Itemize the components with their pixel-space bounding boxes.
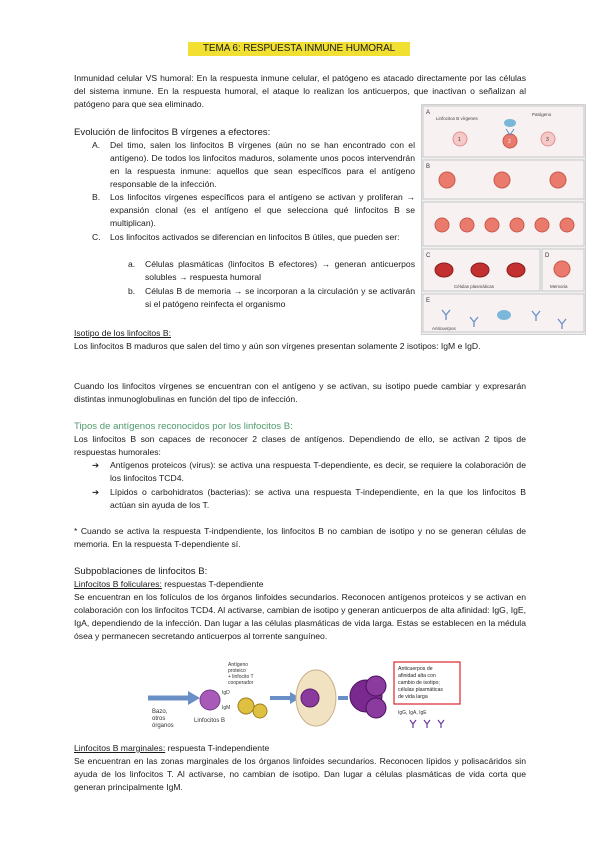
follicular-text: Se encuentran en los folículos de los órganos linfoides secundarios. Reconocen antígenos proteicos y se activan en colaboración con los linfocitos TCD4. Al activarse, cambian de isotipo y generan anticuerpos de alta afinidad: IgG, IgE, IgA, dependiendo de la infección. Dan lugar a las células plasmáticas de vida larga. Estas se establecen en la médula ósea y permanecen secretando anticuerpos al torrente sanguíneo. [74, 592, 526, 641]
list-item-b: Los linfocitos vírgenes específicos para el antígeno se activan y proliferan → expansión clonal (es el antígeno el que selecciona qué linfocitos B se multiplican). [110, 192, 415, 228]
panel-label-d: D [545, 253, 550, 259]
list-marker-c: C. [92, 232, 101, 242]
list-item-c: Los linfocitos activados se diferencian en linfocitos B útiles, que pueden ser: [110, 232, 400, 242]
cell-number-2: 2 [508, 139, 511, 145]
list-item-a: Del timo, salen los linfocitos B vírgenes (aún no se han encontrado con el antígeno). De todos los linfocitos maduros, solamente unos pocos intervendrán en la respuesta inmune: aquellos que sean específicos para el antígeno responsable de la infección. [110, 140, 415, 189]
panel-label-e: E [426, 298, 431, 304]
arrow-bullet-icon: ➔ [92, 460, 100, 470]
antibody-label: Anticuerpos [432, 326, 456, 331]
page-title: TEMA 6: RESPUESTA INMUNE HUMORAL [188, 42, 410, 56]
sublist-marker-a: a. [128, 259, 136, 269]
antigens-note: * Cuando se activa la respuesta T-indpendiente, los linfocitos B no cambian de isotipo y no se generan células de memoria. En la respuesta T-dependiente sí. [74, 526, 526, 549]
evolution-heading: Evolución de linfocitos B vírgenes a efectores: [74, 127, 271, 138]
follicular-response-diagram [148, 656, 466, 736]
box-label-1: Anticuerpos de [398, 666, 433, 672]
follicular-subtitle: respuestas T-dependiente [161, 579, 264, 589]
list-marker-b: B. [92, 192, 101, 202]
panel-label-c: C [426, 253, 431, 259]
antigens-heading: Tipos de antígenos reconocidos por los linfocitos B: [74, 421, 293, 432]
cell-number-1: 1 [458, 137, 461, 143]
sublist-item-a: Células plasmáticas (linfocitos B efectores) → generan anticuerpos solubles → respuesta humoral [145, 259, 415, 282]
follicular-response-figure [148, 656, 466, 736]
isotype-paragraph-2: Cuando los linfocitos vírgenes se encuentran con el antígeno y se activan, su isotipo puede cambiar y expresarán distintas inmunoglobulinas en función del tipo de infección. [74, 381, 526, 404]
antigen-bullet-2: Lípidos o carbohidratos (bacterias): se activa una respuesta T-independiente, en la que los linfocitos B actúan sin ayuda de los T. [110, 487, 526, 510]
box-label-3: cambio de isotipo; [398, 680, 440, 686]
memory-label: Memoria [550, 284, 568, 289]
box-label-5: de vida larga [398, 694, 428, 700]
clonal-expansion-figure [421, 104, 586, 335]
isotype-heading: Isotipo de los linfocitos B: [74, 328, 171, 338]
antigen-label-4: cooperador [228, 680, 254, 686]
marginal-title: Linfocitos B marginales: [74, 743, 166, 753]
antigen-bullet-1: Antígenos proteicos (virus): se activa una respuesta T-dependiente, es decir, se requiere la colaboración de los linfocitos TCD4. [110, 460, 526, 483]
list-marker-a: A. [92, 140, 101, 150]
source-label-2: otros [152, 716, 166, 722]
intro-paragraph: Inmunidad celular VS humoral: En la respuesta inmune celular, el patógeno es atacado directamente por las células del sistema inmune. En la respuesta humoral, el ataque lo realizan los anticuerpos, que inactivan o señalizan al patógeno para que sea eliminado. [74, 73, 526, 109]
clonal-expansion-diagram [422, 105, 585, 334]
panel-label-b: B [426, 164, 431, 170]
source-label-3: órganos [152, 723, 174, 729]
lymph-label: Linfocitos B vírgenes [436, 116, 478, 121]
antigen-label-2: proteico [228, 668, 246, 674]
sublist-item-b: Células B de memoria → se incorporan a la circulación y se activarán si el patógeno reinfecta el organismo [145, 286, 415, 309]
plasma-label: Células plasmáticas [454, 284, 495, 289]
antigens-intro: Los linfocitos B son capaces de reconocer 2 clases de antígenos. Dependiendo de ello, se activan 2 tipos de respuestas humorales: [74, 434, 526, 457]
box-label-4: células plasmáticas [398, 687, 443, 693]
panel-label-a: A [426, 110, 431, 116]
isotype-paragraph-1: Los linfocitos B maduros que salen del timo y aún son vírgenes presentan solamente 2 isotipos: IgM e IgD. [74, 341, 481, 351]
box-label-2: afinidad alta con [398, 673, 436, 679]
source-label-1: Bazo, [152, 709, 168, 715]
follicular-heading [74, 578, 264, 591]
cell-label: Linfocitos B [194, 718, 226, 724]
subpop-heading: Subpoblaciones de linfocitos B: [74, 566, 208, 577]
ig-label: IgG, IgA, IgE [398, 710, 427, 716]
marginal-subtitle: respuesta T-independiente [165, 743, 270, 753]
sublist-marker-b: b. [128, 286, 136, 296]
pathogen-label: Patógeno [532, 112, 552, 117]
igm-label: IgM [222, 705, 231, 711]
marginal-heading [74, 742, 269, 755]
marginal-text: Se encuentran en las zonas marginales de los órganos linfoides secundarios. Reconocen lípidos y polisacáridos sin ayuda de los linfocitos T. Al activarse, no cambian de isotipo. Dan lugar a células plasmáticas de vida corta que generan principalmente IgM. [74, 756, 526, 792]
arrow-bullet-icon: ➔ [92, 487, 100, 497]
igd-label: IgD [222, 690, 230, 696]
follicular-title: Linfocitos B foliculares: [74, 579, 162, 589]
antigen-label-3: + linfocito T [228, 674, 254, 680]
cell-number-3: 3 [546, 137, 549, 143]
antigen-label-1: Antígeno [228, 662, 249, 668]
